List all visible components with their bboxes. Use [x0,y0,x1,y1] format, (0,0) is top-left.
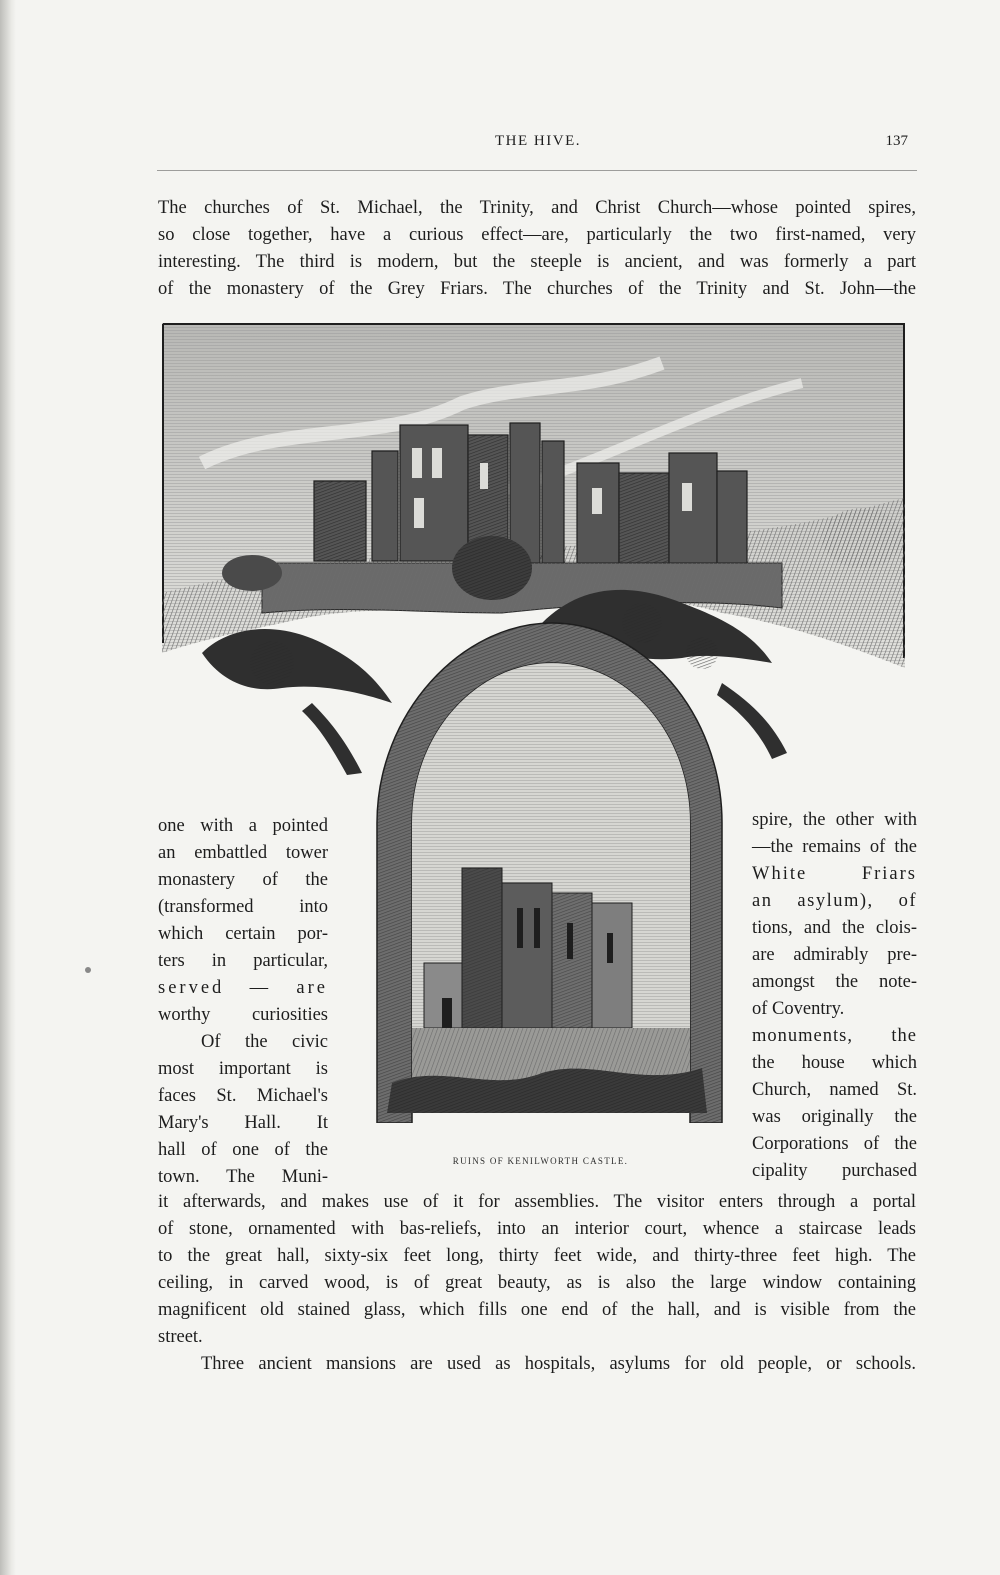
text-line: the house which [752,1053,917,1073]
text-line: monastery of the [158,870,328,890]
page-number: 137 [885,133,908,149]
text-line: served — are [158,978,328,998]
text-line: was originally the [752,1107,917,1127]
text-line: magnificent old stained glass, which fills one end of the hall, and is visible from the [158,1300,916,1320]
text-line: ceiling, in carved wood, is of great beauty, as is also the large window containing [158,1273,916,1293]
text-line: hall of one of the [158,1140,328,1160]
paper-speck [85,967,91,973]
running-title: THE HIVE. [495,133,581,149]
text-line: of stone, ornamented with bas-reliefs, into an interior court, whence a staircase leads [158,1219,916,1239]
text-line: Church, named St. [752,1080,917,1100]
illustration-caption: RUINS OF KENILWORTH CASTLE. [452,1156,629,1166]
text-line: interesting. The third is modern, but the steeple is ancient, and was formerly a part [158,252,916,272]
text-line: street. [158,1327,203,1347]
text-line: faces St. Michael's [158,1086,328,1106]
text-line: which certain por- [158,924,328,944]
text-line: worthy curiosities [158,1005,328,1025]
header-rule [157,170,917,171]
text-line: spire, the other with [752,810,917,830]
text-line: Of the civic [201,1032,328,1052]
text-line: Corporations of the [752,1134,917,1154]
text-line: town. The Muni- [158,1167,328,1187]
text-line: cipality purchased [752,1161,917,1181]
text-line: so close together, have a curious effect—are, particularly the two first-named, very [158,225,916,245]
text-line: to the great hall, sixty-six feet long, thirty feet wide, and thirty-three feet high. The [158,1246,916,1266]
text-line: The churches of St. Michael, the Trinity, and Christ Church—whose pointed spires, [158,198,916,218]
text-line: one with a pointed [158,816,328,836]
text-line: of Coventry. [752,999,845,1019]
text-line: White Friars [752,864,917,884]
text-line: monuments, the [752,1026,917,1046]
text-line: it afterwards, and makes use of it for assemblies. The visitor enters through a portal [158,1192,916,1212]
text-line: (transformed into [158,897,328,917]
page-edge-shadow [0,0,16,1575]
text-line: an asylum), of [752,891,917,911]
text-line: of the monastery of the Grey Friars. The churches of the Trinity and St. John—the [158,279,916,299]
text-line: most important is [158,1059,328,1079]
running-header [158,133,918,157]
text-line: Three ancient mansions are used as hospitals, asylums for old people, or schools. [201,1354,916,1374]
text-line: —the remains of the [752,837,917,857]
upper-castle-scene [162,323,905,668]
text-line: Mary's Hall. It [158,1113,328,1133]
text-line: tions, and the clois- [752,918,917,938]
text-line: are admirably pre- [752,945,917,965]
text-line: amongst the note- [752,972,917,992]
stone-arch [377,623,722,1123]
text-line: an embattled tower [158,843,328,863]
text-line: ters in particular, [158,951,328,971]
